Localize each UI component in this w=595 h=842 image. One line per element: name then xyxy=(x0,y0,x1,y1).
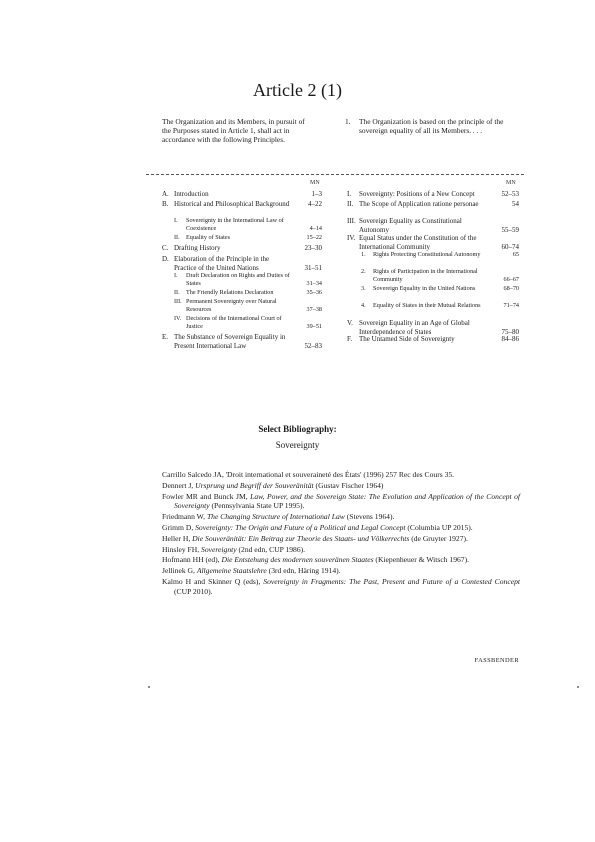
toc-entry-label: Equal Status under the Constitution of the International Community xyxy=(359,234,477,251)
toc-entry-number: F. xyxy=(347,335,353,343)
bibliography-publication-info: (Kiepenheuer & Witsch 1967). xyxy=(373,555,470,565)
toc-entry-label: Introduction xyxy=(174,190,209,198)
toc-entry-label: Historical and Philosophical Background xyxy=(174,200,290,208)
bibliography-entry xyxy=(162,534,520,544)
toc-entry-number: II. xyxy=(347,200,354,208)
toc-entry-label: Sovereignty: Positions of a New Concept xyxy=(359,190,475,198)
toc-entry-margin-numbers: 65 xyxy=(512,251,519,258)
bibliography-entry xyxy=(162,523,520,533)
toc-entry-label: Rights of Participation in the International Community xyxy=(373,268,478,283)
bibliography-entry xyxy=(162,512,520,522)
toc-entry-label: Drafting History xyxy=(174,244,221,252)
toc-left-column xyxy=(162,190,322,380)
bibliography-publication-info: (3rd edn, Häring 1914). xyxy=(266,566,341,576)
bibliography-author: Kalmo H and Skinner Q (eds), xyxy=(162,576,264,586)
toc-entry-number: I. xyxy=(174,217,178,224)
toc-entry-label: Sovereign Equality as Constitutional Autonomy xyxy=(359,217,462,234)
toc-entry-number: V. xyxy=(347,319,353,327)
toc-entry-margin-numbers: 55–59 xyxy=(501,225,519,234)
toc-entry-label: Equality of States xyxy=(186,234,230,241)
toc-entry-margin-numbers: 84–86 xyxy=(501,335,519,343)
bibliography-publication-info: (de Gruyter 1927). xyxy=(409,533,468,543)
toc-entry-number: D. xyxy=(162,255,169,263)
bibliography-author: Jellinek G, xyxy=(162,566,197,576)
bibliography-author: Heller H, xyxy=(162,533,193,543)
paragraph-text: The Organization is based on the principle of the sovereign equality of all its Members. . . . xyxy=(359,117,504,136)
toc-entry-margin-numbers: 60–74 xyxy=(501,242,519,251)
toc-entry-margin-numbers: 39–51 xyxy=(306,322,322,330)
toc-entry-label: The Friendly Relations Declaration xyxy=(186,289,274,296)
toc-entry-label: Elaboration of the Principle in the Practice of the United Nations xyxy=(174,255,270,272)
bibliography-author: Dennert J, xyxy=(162,480,196,490)
toc-entry-label: Sovereign Equality in an Age of Global Interdependence of States xyxy=(359,319,470,336)
toc-entry-number: IV. xyxy=(347,234,356,242)
toc-entry-number: B. xyxy=(162,200,169,208)
toc-entry-margin-numbers: 31–34 xyxy=(306,279,322,287)
toc-entry-label: Permanent Sovereignty over Natural Resources xyxy=(186,298,277,313)
article-paragraph-intro: The Organization and its Members, in pursuit of the Purposes stated in Article 1, shall act in accordance with the following Principles. xyxy=(162,117,305,145)
toc-entry-number: C. xyxy=(162,244,169,252)
toc-entry-number: 3. xyxy=(361,285,366,292)
bibliography-work-title: Die Souveränität: Ein Beitrag zur Theorie des Staats- und Völkerrechts xyxy=(192,533,410,543)
bibliography-list xyxy=(162,470,520,598)
bibliography-publication-info: (CUP 2010). xyxy=(174,586,213,596)
author-name: FASSBENDER xyxy=(474,657,519,664)
toc-entry-number: I. xyxy=(174,272,178,279)
toc-entry-margin-numbers: 71–74 xyxy=(503,302,519,309)
bibliography-publication-info: (Columbia UP 2015). xyxy=(405,522,473,532)
bibliography-author: Friedmann W, xyxy=(162,512,207,522)
toc-entry-margin-numbers: 52–83 xyxy=(304,341,322,350)
bibliography-publication-info: (2nd edn, CUP 1986). xyxy=(236,544,306,554)
bibliography-entry xyxy=(162,577,520,597)
toc-column-header-left: MN xyxy=(310,180,320,186)
bibliography-publication-info: (Gustav Fischer 1964) xyxy=(313,480,384,490)
toc-entry-number: I. xyxy=(347,190,352,198)
toc-column-header-right: MN xyxy=(506,180,516,186)
bibliography-entry xyxy=(162,481,520,491)
toc-entry-number: II. xyxy=(174,234,180,241)
toc-entry-margin-numbers: 4–22 xyxy=(308,200,322,208)
bibliography-entry xyxy=(162,545,520,555)
toc-entry-margin-numbers: 23–30 xyxy=(304,244,322,252)
bibliography-work-title: Allgemeine Staatslehre xyxy=(196,566,267,576)
toc-entry-margin-numbers: 31–51 xyxy=(304,263,322,272)
toc-entry-number: 4. xyxy=(361,302,366,309)
toc-entry-number: 1. xyxy=(361,251,366,258)
article-paragraph-1 xyxy=(345,117,525,135)
bibliography-work-title: Law, Power, and the Sovereign State: The Evolution and Application of the Concept of Sovereignty xyxy=(174,491,520,511)
bibliography-author: Hinsley FH, xyxy=(162,544,202,554)
toc-entry-label: Draft Declaration on Rights and Duties of States xyxy=(186,272,290,287)
toc-entry-margin-numbers: 15–22 xyxy=(306,234,322,241)
toc-entry-margin-numbers: 52–53 xyxy=(501,190,519,198)
toc-entry-label: Sovereign Equality in the United Nations xyxy=(373,285,476,292)
bibliography-author: Hofmann HH (ed), xyxy=(162,555,222,565)
paragraph-number: 1. xyxy=(345,117,351,126)
bibliography-publication-info: (Pennsylvania State UP 1995). xyxy=(209,501,305,511)
bibliography-subtitle: Sovereignty xyxy=(275,440,320,450)
toc-entry-margin-numbers: 75–80 xyxy=(501,327,519,336)
toc-entry-margin-numbers: 68–70 xyxy=(503,285,519,292)
toc-entry-number: II. xyxy=(174,289,180,296)
toc-entry-label: The Substance of Sovereign Equality in Present International Law xyxy=(174,333,286,350)
scan-speck xyxy=(148,686,150,688)
section-divider xyxy=(146,174,524,175)
bibliography-publication-info: (Stevens 1964). xyxy=(344,512,395,522)
toc-entry-margin-numbers: 66–67 xyxy=(503,275,519,283)
bibliography-entry xyxy=(162,566,520,576)
toc-right-column xyxy=(347,190,519,380)
toc-entry-label: Equality of States in their Mutual Relations xyxy=(373,302,481,309)
toc-entry-margin-numbers: 54 xyxy=(512,200,519,208)
bibliography-entry xyxy=(162,555,520,565)
bibliography-author: Fowler MR and Bunck JM, xyxy=(162,491,251,501)
bibliography-work-title: Sovereignty xyxy=(201,544,237,554)
toc-entry-number: III. xyxy=(174,298,182,305)
toc-entry-label: Sovereignty in the International Law of Coexistence xyxy=(186,217,284,232)
toc-entry-number: A. xyxy=(162,190,169,198)
toc-entry-margin-numbers: 35–36 xyxy=(306,289,322,296)
toc-entry-number: 2. xyxy=(361,268,366,275)
bibliography-entry xyxy=(162,470,520,480)
bibliography-title: Select Bibliography: xyxy=(258,424,337,434)
toc-entry-margin-numbers: 37–38 xyxy=(306,305,322,313)
toc-entry-label: The Scope of Application ratione personae xyxy=(359,200,479,208)
scan-speck xyxy=(577,686,579,688)
bibliography-author: Grimm D, xyxy=(162,522,196,532)
bibliography-work-title: Sovereignty: The Origin and Future of a Political and Legal Concept xyxy=(195,522,406,532)
bibliography-work-title: Ursprung und Begriff der Souveränität xyxy=(195,480,314,490)
toc-entry-margin-numbers: 1–3 xyxy=(311,190,322,198)
toc-entry-number: IV. xyxy=(174,315,182,322)
bibliography-work-title: Sovereignty in Fragments: The Past, Present and Future of a Contested Concept xyxy=(263,576,520,586)
toc-entry-number: III. xyxy=(347,217,356,225)
toc-entry-label: Rights Protecting Constitutional Autonomy xyxy=(373,251,481,258)
toc-entry-margin-numbers: 4–14 xyxy=(309,224,322,232)
bibliography-work-title: Die Entstehung des modernen souveränen Staates xyxy=(221,555,374,565)
bibliography-entry xyxy=(162,492,520,512)
bibliography-work-title: The Changing Structure of International Law xyxy=(206,512,345,522)
toc-entry-label: The Untamed Side of Sovereignty xyxy=(359,335,455,343)
page-title: Article 2 (1) xyxy=(253,80,342,100)
toc-entry-label: Decisions of the International Court of Justice xyxy=(186,315,282,330)
bibliography-entry-text: Carrillo Salcedo JA, 'Droit international et souveraineté des États' (1996) 257 Rec des Cours 35. xyxy=(162,470,455,479)
toc-entry-number: E. xyxy=(162,333,169,341)
